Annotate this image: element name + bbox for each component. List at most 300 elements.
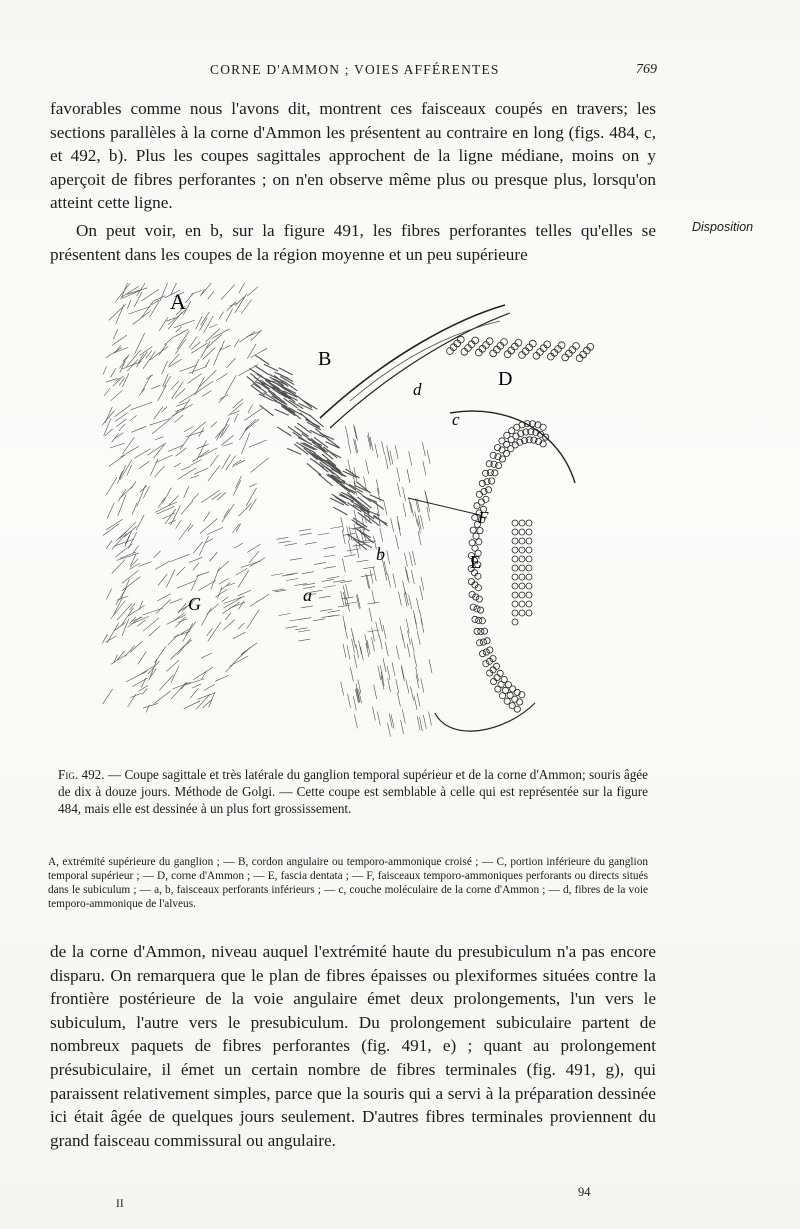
fiber-stroke [139, 389, 145, 396]
fiber-stroke [106, 347, 122, 358]
fiber-stroke [299, 529, 311, 531]
fiber-stroke [355, 427, 358, 441]
fiber-stroke [234, 414, 238, 422]
fiber-stroke [247, 287, 258, 297]
fiber-stroke [417, 693, 420, 707]
fiber-stroke [222, 345, 231, 349]
fiber-stroke [397, 693, 400, 707]
fiber-stroke [146, 375, 153, 380]
granule-cell [505, 682, 511, 688]
granule-cell [497, 670, 503, 676]
fiber-stroke [119, 471, 122, 479]
fiber-stroke [142, 689, 147, 695]
fiber-stroke [154, 445, 165, 458]
fiber-stroke [158, 385, 167, 401]
paragraph-second [50, 219, 656, 266]
fiber-stroke [342, 559, 345, 573]
paragraph-bottom [50, 940, 656, 1152]
fiber-stroke [208, 291, 214, 299]
fiber-stroke [387, 550, 390, 564]
fiber-stroke [421, 577, 424, 591]
fiber-stroke [191, 291, 202, 295]
fiber-stroke [234, 543, 243, 548]
fiber-stroke [190, 460, 201, 466]
fiber-stroke [110, 443, 125, 448]
fiber-stroke [107, 623, 119, 643]
fiber-stroke [118, 465, 126, 483]
fiber-stroke [418, 516, 421, 530]
fiber-stroke [232, 650, 246, 664]
fiber-stroke [205, 359, 210, 367]
fiber-stroke [388, 723, 391, 737]
fiber-stroke [134, 292, 142, 307]
fiber-stroke [264, 364, 278, 371]
fiber-stroke [415, 511, 418, 525]
fiber-stroke [401, 665, 404, 679]
pyramidal-cell [515, 339, 522, 346]
fiber-stroke [165, 337, 174, 345]
fiber-stroke [168, 359, 181, 367]
fiber-stroke [160, 283, 169, 301]
fiber-stroke [372, 590, 375, 604]
fiber-stroke [233, 480, 241, 496]
fiber-stroke [132, 481, 137, 488]
fiber-stroke [154, 296, 165, 301]
granule-cell [512, 520, 518, 526]
fiber-stroke [387, 666, 390, 680]
fiber-stroke [348, 440, 351, 454]
fiber-stroke [372, 706, 375, 720]
fiber-stroke [111, 654, 127, 664]
fiber-stroke [405, 566, 408, 580]
fiber-stroke [249, 551, 259, 563]
fiber-stroke [104, 388, 110, 396]
fiber-stroke [219, 312, 224, 319]
fiber-stroke [201, 608, 211, 626]
fiber-stroke [297, 409, 311, 416]
fiber-stroke [223, 443, 233, 446]
fiber-stroke [200, 289, 204, 296]
fiber-stroke [341, 682, 344, 696]
fiber-stroke [392, 662, 395, 676]
fiber-stroke [189, 337, 197, 349]
fiber-stroke [260, 405, 274, 416]
granule-cell [519, 610, 525, 616]
granule-cell [519, 565, 525, 571]
fiber-stroke [359, 641, 362, 655]
fiber-stroke [281, 406, 295, 416]
fiber-stroke [173, 682, 191, 689]
fiber-stroke [192, 684, 201, 688]
fiber-stroke [127, 465, 132, 476]
fiber-stroke [141, 289, 159, 301]
fiber-stroke [298, 630, 310, 632]
granule-cell [493, 663, 499, 669]
fiber-stroke [201, 490, 220, 503]
cord-outline [320, 305, 505, 418]
pyramidal-cell [490, 350, 497, 357]
cord-outline-3 [350, 321, 500, 401]
fiber-stroke [174, 631, 190, 637]
fiber-stroke [186, 622, 196, 636]
fiber-stroke [177, 567, 186, 576]
fiber-stroke [128, 606, 145, 617]
fiber-stroke [411, 687, 414, 701]
fiber-stroke [130, 559, 138, 568]
fiber-stroke [328, 610, 340, 612]
granule-cell [512, 583, 518, 589]
fiber-stroke [222, 504, 234, 522]
fiber-stroke [407, 469, 410, 483]
fiber-stroke [155, 561, 170, 570]
fiber-stroke [358, 680, 361, 694]
fiber-stroke [406, 569, 409, 583]
fiber-stroke [396, 645, 399, 659]
granule-cell [512, 547, 518, 553]
fiber-stroke [354, 654, 357, 668]
fiber-stroke [370, 570, 373, 584]
fiber-stroke [190, 475, 199, 478]
fiber-stroke [191, 575, 198, 591]
fiber-stroke [241, 300, 252, 315]
pyramidal-cell [454, 340, 461, 347]
fiber-stroke [232, 524, 239, 533]
fiber-stroke [345, 602, 357, 604]
granule-cell [526, 574, 532, 580]
fiber-stroke [149, 301, 159, 317]
fig-label-c: c [452, 410, 460, 429]
fiber-stroke [183, 640, 193, 647]
fiber-stroke [341, 517, 344, 531]
pyramidal-row [447, 336, 594, 361]
fiber-stroke [118, 489, 126, 501]
fiber-stroke [233, 399, 244, 408]
fiber-stroke [344, 555, 356, 557]
pyramidal-cell [540, 345, 547, 352]
figure-caption-text: — Coupe sagittale et très latérale du ganglion temporal supérieur et de la corne d'Ammon; souris âgée de dix à douze jours. Méthode de Golgi. — Cette coupe est semblable à celle qui est représentée sur la figure 484, mais elle est dessinée à un plus fort grossissement. [58, 767, 648, 816]
fiber-stroke [356, 544, 359, 558]
pyramidal-cell [576, 355, 583, 362]
fiber-stroke [313, 619, 325, 621]
running-title: CORNE D'AMMON ; VOIES AFFÉRENTES [210, 62, 500, 77]
fiber-stroke [285, 626, 297, 628]
granule-cell [477, 528, 483, 534]
fiber-stroke [174, 415, 183, 423]
fiber-stroke [127, 359, 138, 371]
fiber-stroke [384, 501, 387, 515]
fiber-stroke [228, 403, 243, 416]
fiber-stroke [238, 623, 245, 629]
fiber-stroke [150, 669, 156, 678]
fiber-stroke [103, 524, 119, 536]
fiber-stroke [138, 685, 148, 691]
granule-cell [498, 681, 504, 687]
fiber-stroke [249, 484, 257, 487]
fiber-stroke [379, 635, 382, 649]
fiber-stroke [175, 389, 186, 399]
fiber-stroke [179, 524, 191, 540]
paragraph-top [50, 97, 656, 215]
fiber-stroke [255, 355, 269, 364]
fiber-stroke [409, 552, 412, 566]
fiber-stroke [341, 591, 344, 605]
pyramidal-cell [511, 343, 518, 350]
page-number: 769 [636, 62, 657, 77]
granule-cell [519, 529, 525, 535]
fiber-stroke [143, 608, 164, 615]
fiber-stroke [246, 331, 261, 337]
fiber-stroke [107, 503, 114, 519]
fiber-stroke [350, 668, 353, 682]
fiber-stroke [195, 377, 205, 395]
fiber-stroke [403, 503, 406, 517]
fiber-stroke [191, 343, 207, 353]
pyramidal-cell [479, 345, 486, 352]
fiber-stroke [343, 615, 346, 629]
fiber-stroke [406, 679, 409, 693]
fiber-stroke [201, 653, 212, 658]
fiber-stroke [177, 331, 189, 350]
fiber-stroke [271, 574, 283, 576]
fiber-stroke [180, 365, 197, 371]
fiber-stroke [116, 305, 124, 325]
pyramidal-cell [493, 346, 500, 353]
fiber-stroke [114, 345, 120, 353]
granule-cell [495, 686, 501, 692]
fiber-stroke [212, 493, 221, 500]
fiber-stroke [396, 535, 399, 549]
fiber-stroke [398, 522, 401, 536]
fiber-stroke [119, 486, 133, 499]
pyramidal-cell [447, 348, 454, 355]
granule-cell [512, 601, 518, 607]
fiber-stroke [347, 645, 350, 659]
margin-note: Disposition [692, 220, 754, 234]
fiber-stroke [131, 426, 146, 432]
fiber-stroke [217, 587, 222, 599]
pyramidal-cell [580, 351, 587, 358]
fiber-stroke [180, 436, 189, 449]
fiber-stroke [185, 293, 193, 303]
fiber-stroke [149, 626, 160, 636]
granule-cell [477, 640, 483, 646]
fiber-stroke [404, 553, 407, 567]
fiber-stroke [378, 666, 381, 680]
granule-cell [526, 556, 532, 562]
fiber-stroke [209, 324, 217, 328]
fiber-stroke [169, 520, 176, 524]
fiber-stroke [287, 448, 301, 454]
fiber-stroke [338, 605, 350, 607]
pyramidal-cell [544, 341, 551, 348]
fiber-stroke [327, 577, 339, 579]
fiber-stroke [216, 589, 228, 597]
granule-cell [472, 616, 478, 622]
fiber-stroke [311, 590, 323, 592]
fiber-stroke [170, 505, 180, 525]
fiber-stroke [215, 424, 227, 438]
footer-signature: II [116, 1198, 124, 1210]
fiber-stroke [421, 619, 424, 633]
fiber-stroke [122, 570, 139, 583]
fiber-stroke [320, 609, 332, 611]
fiber-stroke [427, 450, 430, 464]
fiber-stroke [403, 581, 406, 595]
fiber-stroke [356, 644, 359, 658]
fiber-stroke [383, 658, 386, 672]
granule-cell [512, 574, 518, 580]
granule-cell [507, 692, 513, 698]
fiber-stroke [324, 586, 336, 588]
fiber-stroke [130, 693, 141, 697]
fiber-stroke [112, 560, 125, 574]
fiber-stroke [322, 616, 334, 618]
granule-cell [476, 617, 482, 623]
pyramidal-cell [465, 345, 472, 352]
fiber-stroke [414, 653, 417, 667]
granule-cell [492, 470, 498, 476]
fiber-stroke [202, 283, 212, 294]
fiber-stroke [248, 405, 253, 413]
fiber-stroke [397, 516, 400, 530]
figure-caption [58, 767, 648, 817]
fiber-stroke [128, 694, 136, 707]
fiber-stroke [192, 494, 199, 501]
granule-cell [483, 496, 489, 502]
fiber-stroke [154, 551, 161, 558]
fiber-stroke [409, 451, 412, 465]
granule-cell [519, 520, 525, 526]
figure-legend: A, extrémité supérieure du ganglion ; — B, cordon angulaire ou temporo-ammonique croisé ; — C, portion inférieure du ganglion temporal supérieur ; — D, corne d'Ammon ; — E, fascia dentata ; — F, faisceaux temporo-ammoniques perforants ou directs situés dans le subiculum ; — a, b, faisceaux perforants inférieurs ; — c, couche moléculaire de la corne d'Ammon ; — d, fibres de la voie temporo-ammonique de l'alveus. [48, 856, 648, 910]
fiber-stroke [170, 599, 183, 604]
fiber-stroke [251, 458, 269, 473]
fiber-stroke [398, 592, 401, 606]
granule-cell [470, 604, 476, 610]
granule-cell [512, 442, 518, 448]
fiber-stroke [194, 468, 208, 474]
fiber-stroke [377, 712, 380, 726]
fiber-stroke [411, 639, 414, 653]
granule-cell [519, 583, 525, 589]
pyramidal-cell [522, 348, 529, 355]
fiber-stroke [187, 374, 201, 384]
fiber-stroke [171, 381, 179, 390]
fiber-stroke [189, 557, 203, 562]
fiber-stroke [397, 468, 400, 482]
pyramidal-cell [569, 346, 576, 353]
fiber-stroke [207, 628, 213, 636]
fiber-stroke [143, 703, 158, 708]
granule-cell [487, 647, 493, 653]
fiber-stroke [343, 644, 346, 658]
fiber-stroke [211, 422, 217, 428]
dentate-outer [450, 411, 575, 483]
fiber-stroke [127, 288, 148, 294]
fiber-stroke [214, 348, 221, 366]
fiber-stroke [109, 455, 125, 466]
fiber-stroke [133, 312, 150, 325]
fiber-stroke [295, 628, 307, 630]
granule-cell [474, 628, 480, 634]
fiber-stroke [277, 427, 291, 436]
fiber-stroke [176, 327, 182, 333]
fiber-stroke [136, 515, 144, 531]
fiber-stroke [203, 348, 215, 360]
fiber-stroke [249, 440, 267, 447]
fiber-stroke [353, 696, 356, 710]
pyramidal-cell [529, 340, 536, 347]
granule-cell [512, 529, 518, 535]
fiber-stroke [168, 312, 182, 329]
fiber-stroke [345, 625, 348, 639]
granule-cell [526, 592, 532, 598]
fig-label-E: E [470, 552, 481, 572]
fiber-stroke [132, 503, 137, 515]
granule-cell [504, 698, 510, 704]
granule-cell [478, 499, 484, 505]
fiber-stroke [382, 441, 385, 455]
fiber-stroke [177, 638, 191, 655]
fiber-stroke [171, 683, 186, 699]
fiber-stroke [247, 544, 260, 552]
fiber-stroke [115, 433, 124, 439]
fiber-stroke [402, 634, 405, 648]
fiber-stroke [360, 531, 374, 543]
fiber-stroke [395, 445, 398, 459]
fiber-stroke [210, 455, 218, 467]
fiber-stroke [158, 498, 165, 508]
fiber-stroke [402, 709, 405, 723]
fiber-stroke [141, 678, 146, 688]
fiber-stroke [221, 597, 228, 602]
granule-cell [519, 556, 525, 562]
granule-cell [519, 601, 525, 607]
granule-cell [473, 533, 479, 539]
fiber-stroke [223, 620, 235, 630]
fiber-stroke [181, 466, 190, 470]
fiber-stroke [234, 339, 239, 347]
fiber-stroke [111, 368, 116, 377]
fiber-stroke [206, 334, 222, 349]
granule-cell [519, 574, 525, 580]
fiber-stroke [342, 597, 354, 599]
fiber-stroke [120, 460, 132, 480]
fiber-stroke [138, 651, 147, 664]
fiber-stroke [106, 540, 112, 548]
pyramidal-cell [587, 343, 594, 350]
fiber-stroke [330, 527, 342, 529]
granule-cell [526, 565, 532, 571]
granule-cell [476, 539, 482, 545]
fiber-stroke [244, 408, 262, 421]
fiber-stroke [233, 632, 245, 639]
fiber-stroke [170, 647, 182, 659]
fiber-stroke [404, 593, 407, 607]
fiber-stroke [117, 596, 129, 600]
fiber-stroke [134, 449, 150, 459]
granule-cell [526, 520, 532, 526]
fiber-stroke [376, 622, 379, 636]
fiber-stroke [281, 404, 295, 413]
fiber-stroke [227, 302, 236, 311]
fiber-texture [102, 283, 432, 737]
fiber-stroke [181, 501, 193, 514]
fiber-stroke [235, 297, 244, 306]
fiber-stroke [303, 401, 317, 410]
fiber-stroke [429, 712, 432, 726]
fiber-stroke [184, 427, 193, 432]
fiber-stroke [123, 354, 130, 361]
